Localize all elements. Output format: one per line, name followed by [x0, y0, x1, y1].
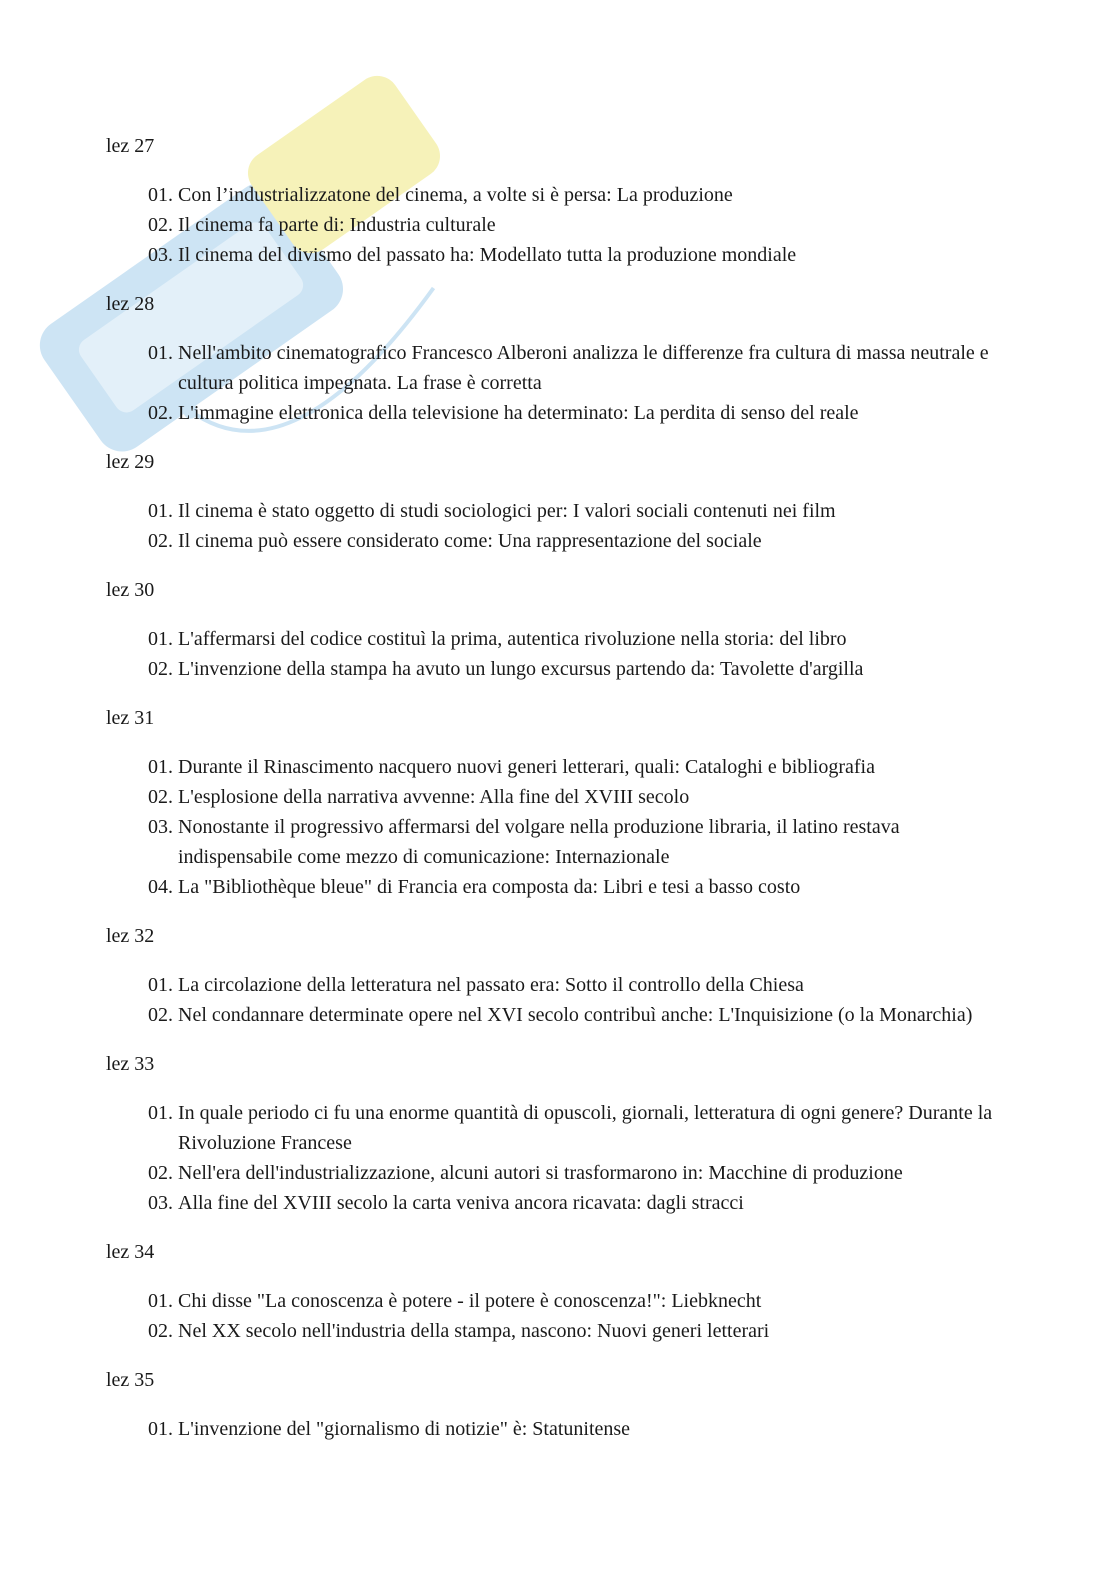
question-number: 04. [148, 876, 173, 898]
question-list [106, 752, 1006, 902]
question-text: La "Bibliothèque bleue" di Francia era composta da: Libri e tesi a basso costo [178, 876, 801, 898]
lesson-section [106, 1237, 1006, 1346]
question-text: In quale periodo ci fu una enorme quantità di opuscoli, giornali, letteratura di ogni genere? Durante la Rivoluzione Francese [178, 1102, 993, 1154]
question-text: Il cinema è stato oggetto di studi sociologici per: I valori sociali contenuti nei film [178, 500, 836, 522]
question-text: Il cinema del divismo del passato ha: Modellato tutta la produzione mondiale [178, 244, 797, 266]
question-text: Il cinema fa parte di: Industria culturale [178, 214, 496, 236]
lesson-heading: lez 32 [106, 925, 155, 947]
question-number: 01. [148, 1290, 173, 1312]
lesson-heading: lez 33 [106, 1053, 155, 1075]
question-text: L'affermarsi del codice costituì la prima, autentica rivoluzione nella storia: del libro [178, 628, 847, 650]
question-item [106, 654, 1006, 684]
quiz-content [106, 131, 1006, 1463]
question-item [106, 1098, 1006, 1158]
question-item [106, 1316, 1006, 1346]
question-text: Nel XX secolo nell'industria della stampa, nascono: Nuovi generi letterari [178, 1320, 770, 1342]
question-item [106, 1000, 1006, 1030]
lesson-section [106, 921, 1006, 1030]
question-list [106, 970, 1006, 1030]
question-number: 01. [148, 628, 173, 650]
lesson-section [106, 1049, 1006, 1218]
question-item [106, 1158, 1006, 1188]
lesson-section [106, 447, 1006, 556]
question-number: 01. [148, 184, 173, 206]
question-number: 02. [148, 786, 173, 808]
lesson-heading: lez 34 [106, 1241, 155, 1263]
question-list [106, 1098, 1006, 1218]
question-item [106, 1286, 1006, 1316]
question-list [106, 180, 1006, 270]
lesson-heading: lez 29 [106, 451, 155, 473]
question-item [106, 1188, 1006, 1218]
question-number: 01. [148, 342, 173, 364]
question-text: L'invenzione del "giornalismo di notizie" è: Statunitense [178, 1418, 631, 1440]
question-text: Con l’industrializzatone del cinema, a volte si è persa: La produzione [178, 184, 733, 206]
question-item [106, 872, 1006, 902]
question-text: Nell'era dell'industrializzazione, alcuni autori si trasformarono in: Macchine di produzione [178, 1162, 903, 1184]
lesson-section [106, 575, 1006, 684]
lesson-section [106, 289, 1006, 428]
lesson-section [106, 131, 1006, 270]
question-item [106, 338, 1006, 398]
question-number: 01. [148, 500, 173, 522]
lesson-section [106, 1365, 1006, 1444]
question-number: 03. [148, 1192, 173, 1214]
question-item [106, 752, 1006, 782]
question-text: Durante il Rinascimento nacquero nuovi generi letterari, quali: Cataloghi e bibliografia [178, 756, 875, 778]
question-item [106, 210, 1006, 240]
question-number: 01. [148, 1418, 173, 1440]
question-text: La circolazione della letteratura nel passato era: Sotto il controllo della Chiesa [178, 974, 804, 996]
question-item [106, 240, 1006, 270]
question-item [106, 398, 1006, 428]
question-list [106, 624, 1006, 684]
lesson-heading: lez 30 [106, 579, 155, 601]
question-item [106, 496, 1006, 526]
question-number: 02. [148, 1162, 173, 1184]
question-number: 03. [148, 816, 173, 838]
lesson-section [106, 703, 1006, 902]
question-number: 01. [148, 756, 173, 778]
lesson-heading: lez 31 [106, 707, 155, 729]
question-item [106, 180, 1006, 210]
question-number: 02. [148, 402, 173, 424]
question-number: 03. [148, 244, 173, 266]
question-number: 02. [148, 658, 173, 680]
question-number: 02. [148, 1004, 173, 1026]
question-list [106, 1286, 1006, 1346]
question-text: Chi disse "La conoscenza è potere - il potere è conoscenza!": Liebknecht [178, 1290, 762, 1312]
question-number: 02. [148, 530, 173, 552]
question-text: Nell'ambito cinematografico Francesco Alberoni analizza le differenze fra cultura di massa neutrale e cultura politica impegnata. La frase è corretta [178, 342, 989, 394]
question-number: 02. [148, 214, 173, 236]
question-item [106, 624, 1006, 654]
question-item [106, 970, 1006, 1000]
lesson-heading: lez 27 [106, 135, 155, 157]
question-text: L'immagine elettronica della televisione ha determinato: La perdita di senso del reale [178, 402, 859, 424]
question-list [106, 496, 1006, 556]
question-text: L'esplosione della narrativa avvenne: Alla fine del XVIII secolo [178, 786, 690, 808]
question-item [106, 782, 1006, 812]
question-text: Alla fine del XVIII secolo la carta veniva ancora ricavata: dagli stracci [178, 1192, 744, 1214]
question-item [106, 1414, 1006, 1444]
question-number: 01. [148, 1102, 173, 1124]
lesson-heading: lez 28 [106, 293, 155, 315]
lesson-heading: lez 35 [106, 1369, 155, 1391]
question-number: 02. [148, 1320, 173, 1342]
question-text: L'invenzione della stampa ha avuto un lungo excursus partendo da: Tavolette d'argilla [178, 658, 864, 680]
question-text: Nel condannare determinate opere nel XVI secolo contribuì anche: L'Inquisizione (o la Monarchia) [178, 1004, 973, 1026]
question-list [106, 1414, 1006, 1444]
question-item [106, 812, 1006, 872]
question-list [106, 338, 1006, 428]
question-text: Nonostante il progressivo affermarsi del volgare nella produzione libraria, il latino restava indispensabile come mezzo di comunicazione: Internazionale [178, 816, 900, 868]
question-text: Il cinema può essere considerato come: Una rappresentazione del sociale [178, 530, 762, 552]
question-item [106, 526, 1006, 556]
question-number: 01. [148, 974, 173, 996]
